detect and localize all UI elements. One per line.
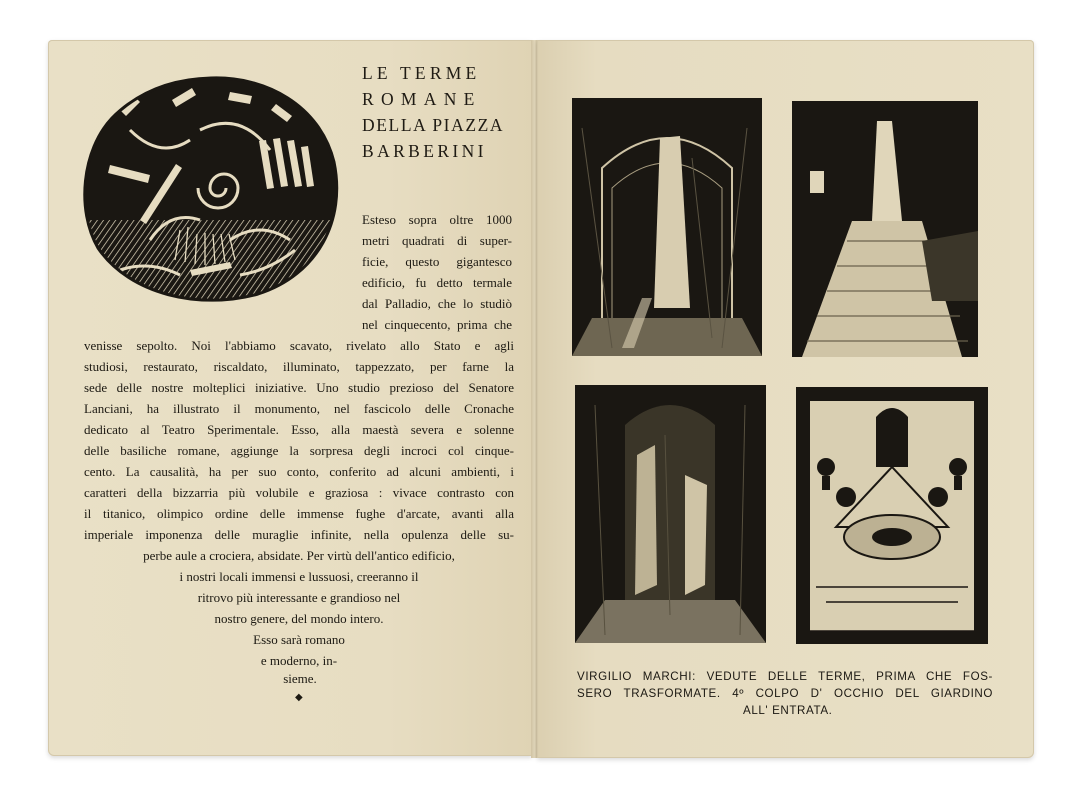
body-line: Esso sarà romano xyxy=(253,632,345,647)
end-ornament: ◆ xyxy=(295,692,303,703)
caption-line: VIRGILIO MARCHI: VEDUTE DELLE TERME, PRIMA CHE FOS- xyxy=(577,670,993,683)
body-line: ficie, questo gigantesco xyxy=(362,254,512,269)
caption-line: SERO TRASFORMATE. 4º COLPO D' OCCHIO DEL GIARDINO xyxy=(577,687,993,700)
woodcut-emblem xyxy=(80,70,342,302)
title-line: DELLA PIAZZA xyxy=(362,115,505,135)
body-line: nostro genere, del mondo intero. xyxy=(214,611,384,626)
body-line: venisse sepolto. Noi l'abbiamo scavato, rivelato allo Stato e agli xyxy=(84,338,514,353)
body-line: il titanico, olimpico ordine delle immense fughe d'arcate, avanti alla xyxy=(84,506,514,521)
body-line: sede delle nostre molteplici iniziative. Uno studio prezioso del Senatore xyxy=(84,380,514,395)
body-line: dedicato al Teatro Sperimentale. Esso, alla maestà severa e solenne xyxy=(84,422,514,437)
body-line: cento. La causalità, ha per suo conto, conferito ad alcuni ambienti, i xyxy=(84,464,514,479)
body-line: ritrovo più interessante e grandioso nel xyxy=(197,590,401,605)
plate-caption xyxy=(577,668,993,719)
body-line: nel cinquecento, prima che xyxy=(362,317,512,332)
body-line: imperiale imponenza delle muraglie infinite, nella opulenza delle su- xyxy=(84,527,514,542)
body-line: edificio, fu detto termale xyxy=(362,275,512,290)
body-line: Esteso sopra oltre 1000 xyxy=(362,212,512,227)
body-line: delle basiliche romane, aggiunge la sorpresa degli incroci col cinque- xyxy=(84,443,514,458)
body-line: i nostri locali immensi e lussuosi, creeranno il xyxy=(179,569,419,584)
plate-corridor-arches xyxy=(572,98,762,356)
body-line: perbe aule a crociera, absidate. Per virtù dell'antico edificio, xyxy=(143,548,455,563)
body-line: Lanciani, ha illustrato il monumento, nel fascicolo delle Cronache xyxy=(84,401,514,416)
body-line: e moderno, in- xyxy=(260,653,338,668)
caption-line: ALL' ENTRATA. xyxy=(743,704,833,717)
body-line: studiosi, restaurato, riscaldato, illuminato, tappezzato, per farne la xyxy=(84,359,514,374)
plate-passage xyxy=(575,385,766,643)
body-line: dal Palladio, che lo studiò xyxy=(362,296,512,311)
plate-garden-entrance xyxy=(796,387,988,644)
body-line: caratteri della bizzarria più volubile e graziosa : vivace contrasto con xyxy=(84,485,514,500)
plate-stairway xyxy=(792,101,978,357)
title-line: BARBERINI xyxy=(362,141,487,161)
body-line: sieme. xyxy=(283,671,317,686)
title-line: LE TERME xyxy=(362,63,481,83)
booklet-title xyxy=(362,60,522,164)
title-line: ROMANE xyxy=(362,89,482,109)
body-line: metri quadrati di super- xyxy=(362,233,512,248)
